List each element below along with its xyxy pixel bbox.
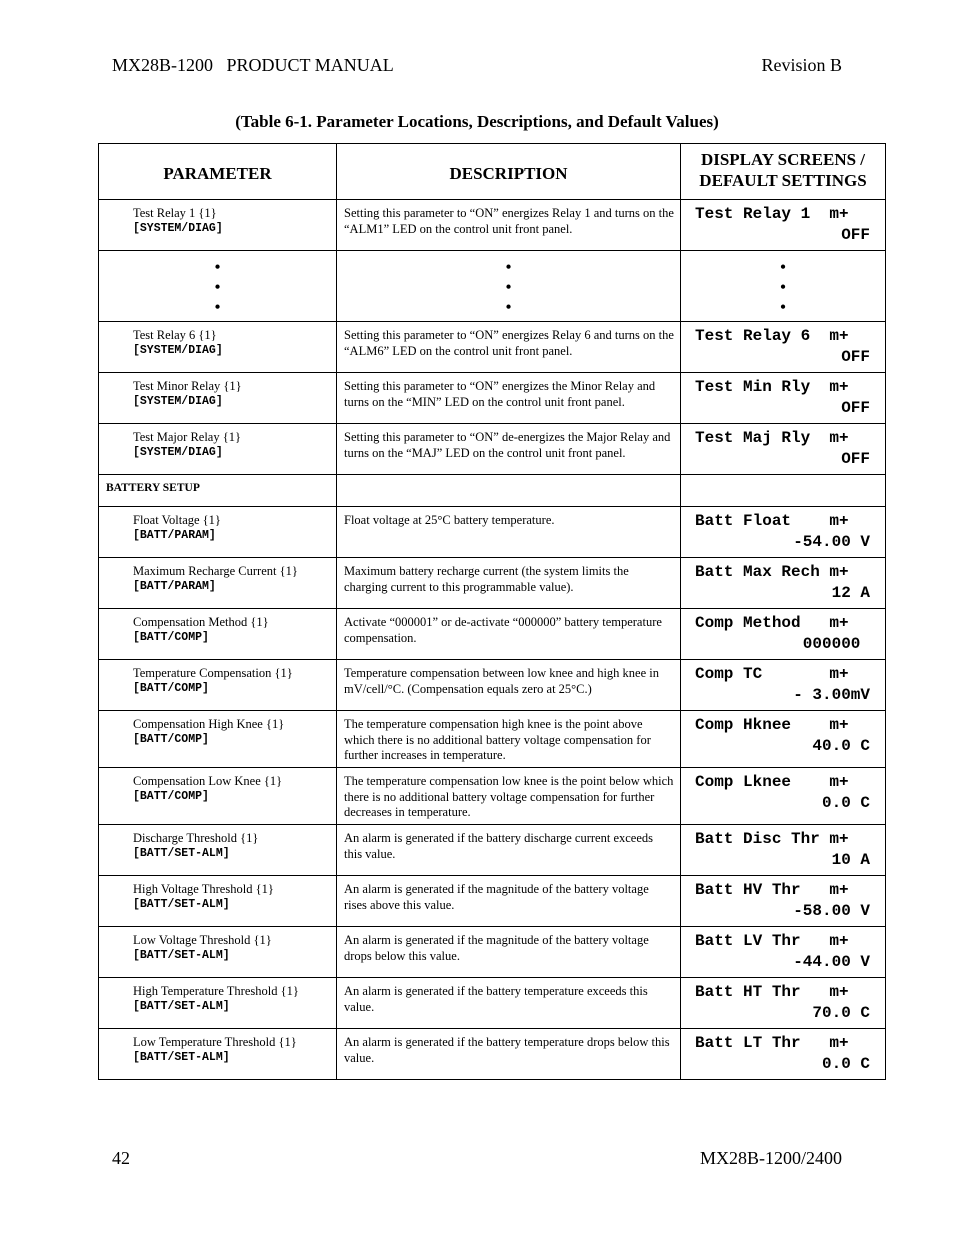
parameter-name: Compensation Method {1} — [133, 615, 269, 629]
parameter-name: Discharge Threshold {1} — [133, 831, 259, 845]
display-line2: 000000 — [802, 635, 870, 653]
display-line2: -58.00 V — [793, 902, 870, 920]
description-cell: Float voltage at 25°C battery temperature. — [337, 507, 681, 558]
display-line1: Test Maj Rly m+ — [695, 429, 849, 447]
display-line2: 10 A — [831, 851, 870, 869]
parameter-name: Low Voltage Threshold {1} — [133, 933, 272, 947]
description-cell: The temperature compensation low knee is the point below which there is no additional battery voltage compensation for further decreases in temperature. — [337, 768, 681, 825]
description-cell: The temperature compensation high knee is the point above which there is no additional battery voltage compensation for further increases in temperature. — [337, 711, 681, 768]
menu-path: [BATT/PARAM] — [133, 529, 216, 542]
menu-path: [BATT/SET-ALM] — [133, 949, 230, 962]
display-line1: Batt HT Thr m+ — [695, 983, 849, 1001]
parameter-cell — [99, 558, 337, 609]
display-line1: Comp TC m+ — [695, 665, 849, 683]
display-line2: 12 A — [831, 584, 870, 602]
description-cell: An alarm is generated if the battery temperature drops below this value. — [337, 1029, 681, 1080]
parameter-table — [98, 143, 886, 1080]
display-line2: OFF — [841, 226, 870, 244]
display-line1: Comp Lknee m+ — [695, 773, 849, 791]
parameter-cell — [99, 768, 337, 825]
column-header-display — [681, 144, 886, 200]
parameter-cell — [99, 660, 337, 711]
description-cell: Setting this parameter to “ON” energizes the Minor Relay and turns on the “MIN” LED on the control unit front panel. — [337, 373, 681, 424]
parameter-name: Test Relay 1 {1} — [133, 206, 217, 220]
column-header-display-line2: DEFAULT SETTINGS — [699, 171, 867, 190]
table-row — [99, 660, 886, 711]
display-cell — [681, 507, 886, 558]
menu-path: [BATT/COMP] — [133, 790, 209, 803]
display-line2: OFF — [841, 348, 870, 366]
parameter-name: High Voltage Threshold {1} — [133, 882, 274, 896]
display-cell — [681, 558, 886, 609]
table-row — [99, 825, 886, 876]
menu-path: [BATT/SET-ALM] — [133, 1051, 230, 1064]
table-row — [99, 711, 886, 768]
display-cell — [681, 424, 886, 475]
display-line1: Test Min Rly m+ — [695, 378, 849, 396]
table-row — [99, 1029, 886, 1080]
parameter-cell — [99, 424, 337, 475]
menu-path: [BATT/COMP] — [133, 733, 209, 746]
ellipsis-dots: • • • — [99, 251, 337, 322]
display-line1: Batt Max Rech m+ — [695, 563, 849, 581]
display-line1: Batt HV Thr m+ — [695, 881, 849, 899]
ellipsis-row — [99, 251, 886, 322]
description-cell: An alarm is generated if the magnitude of the battery voltage rises above this value. — [337, 876, 681, 927]
parameter-name: Test Minor Relay {1} — [133, 379, 242, 393]
parameter-cell — [99, 507, 337, 558]
description-cell: Setting this parameter to “ON” energizes Relay 1 and turns on the “ALM1” LED on the control unit front panel. — [337, 200, 681, 251]
parameter-name: Test Relay 6 {1} — [133, 328, 217, 342]
description-cell: Temperature compensation between low knee and high knee in mV/cell/°C. (Compensation equals zero at 25°C.) — [337, 660, 681, 711]
table-row — [99, 558, 886, 609]
parameter-cell — [99, 322, 337, 373]
column-header-parameter: PARAMETER — [99, 144, 337, 200]
parameter-cell — [99, 200, 337, 251]
header-title: MX28B-1200 PRODUCT MANUAL — [112, 55, 394, 75]
description-cell: An alarm is generated if the magnitude of the battery voltage drops below this value. — [337, 927, 681, 978]
parameter-name: High Temperature Threshold {1} — [133, 984, 299, 998]
display-cell — [681, 768, 886, 825]
description-cell: Maximum battery recharge current (the system limits the charging current to this programmable value). — [337, 558, 681, 609]
table-header-row — [99, 144, 886, 200]
table-row — [99, 322, 886, 373]
display-cell — [681, 711, 886, 768]
parameter-name: Compensation Low Knee {1} — [133, 774, 283, 788]
menu-path: [BATT/SET-ALM] — [133, 847, 230, 860]
section-row — [99, 475, 886, 507]
table-row — [99, 200, 886, 251]
display-line1: Batt LV Thr m+ — [695, 932, 849, 950]
menu-path: [SYSTEM/DIAG] — [133, 222, 223, 235]
display-cell — [681, 609, 886, 660]
parameter-cell — [99, 711, 337, 768]
parameter-name: Float Voltage {1} — [133, 513, 221, 527]
display-line2: OFF — [841, 450, 870, 468]
menu-path: [BATT/COMP] — [133, 682, 209, 695]
table-row — [99, 927, 886, 978]
display-line1: Test Relay 1 m+ — [695, 205, 849, 223]
empty-cell — [337, 475, 681, 507]
parameter-cell — [99, 978, 337, 1029]
table-caption: (Table 6-1. Parameter Locations, Descriptions, and Default Values) — [235, 112, 719, 131]
parameter-name: Low Temperature Threshold {1} — [133, 1035, 297, 1049]
parameter-cell — [99, 927, 337, 978]
parameter-cell — [99, 876, 337, 927]
display-cell — [681, 825, 886, 876]
display-line2: -44.00 V — [793, 953, 870, 971]
display-cell — [681, 660, 886, 711]
footer-model: MX28B-1200/2400 — [699, 1148, 842, 1168]
display-line2: 40.0 C — [812, 737, 870, 755]
menu-path: [BATT/COMP] — [133, 631, 209, 644]
menu-path: [BATT/SET-ALM] — [133, 898, 230, 911]
display-line1: Test Relay 6 m+ — [695, 327, 849, 345]
ellipsis-dots: • • • — [681, 251, 886, 322]
parameter-cell — [99, 609, 337, 660]
menu-path: [SYSTEM/DIAG] — [133, 344, 223, 357]
table-row — [99, 609, 886, 660]
menu-path: [BATT/PARAM] — [133, 580, 216, 593]
page-number: 42 — [112, 1148, 130, 1168]
table-row — [99, 978, 886, 1029]
menu-path: [SYSTEM/DIAG] — [133, 446, 223, 459]
description-cell: Setting this parameter to “ON” de-energizes the Major Relay and turns on the “MAJ” LED on the control unit front panel. — [337, 424, 681, 475]
parameter-name: Maximum Recharge Current {1} — [133, 564, 298, 578]
table-row — [99, 424, 886, 475]
table-row — [99, 768, 886, 825]
ellipsis-dots: • • • — [337, 251, 681, 322]
display-line1: Batt Disc Thr m+ — [695, 830, 849, 848]
display-cell — [681, 373, 886, 424]
display-cell — [681, 1029, 886, 1080]
display-line2: - 3.00mV — [793, 686, 870, 704]
menu-path: [SYSTEM/DIAG] — [133, 395, 223, 408]
parameter-name: Compensation High Knee {1} — [133, 717, 285, 731]
display-cell — [681, 200, 886, 251]
display-line1: Comp Method m+ — [695, 614, 849, 632]
empty-cell — [681, 475, 886, 507]
parameter-cell — [99, 825, 337, 876]
description-cell: An alarm is generated if the battery discharge current exceeds this value. — [337, 825, 681, 876]
display-line2: 70.0 C — [812, 1004, 870, 1022]
display-line1: Comp Hknee m+ — [695, 716, 849, 734]
parameter-cell — [99, 373, 337, 424]
parameter-cell — [99, 1029, 337, 1080]
parameter-name: Test Major Relay {1} — [133, 430, 241, 444]
section-title: BATTERY SETUP — [99, 475, 337, 507]
header-revision: Revision B — [761, 55, 842, 75]
parameter-name: Temperature Compensation {1} — [133, 666, 293, 680]
column-header-description: DESCRIPTION — [337, 144, 681, 200]
menu-path: [BATT/SET-ALM] — [133, 1000, 230, 1013]
display-cell — [681, 876, 886, 927]
display-line2: 0.0 C — [821, 1055, 870, 1073]
table-row — [99, 373, 886, 424]
column-header-display-line1: DISPLAY SCREENS / — [700, 150, 866, 169]
display-line1: Batt Float m+ — [695, 512, 849, 530]
display-line1: Batt LT Thr m+ — [695, 1034, 849, 1052]
description-cell: Activate “000001” or de-activate “000000” battery temperature compensation. — [337, 609, 681, 660]
table-row — [99, 507, 886, 558]
display-cell — [681, 322, 886, 373]
display-cell — [681, 978, 886, 1029]
description-cell: An alarm is generated if the battery temperature exceeds this value. — [337, 978, 681, 1029]
description-cell: Setting this parameter to “ON” energizes Relay 6 and turns on the “ALM6” LED on the control unit front panel. — [337, 322, 681, 373]
display-line2: 0.0 C — [821, 794, 870, 812]
display-cell — [681, 927, 886, 978]
display-line2: OFF — [841, 399, 870, 417]
display-line2: -54.00 V — [793, 533, 870, 551]
table-row — [99, 876, 886, 927]
